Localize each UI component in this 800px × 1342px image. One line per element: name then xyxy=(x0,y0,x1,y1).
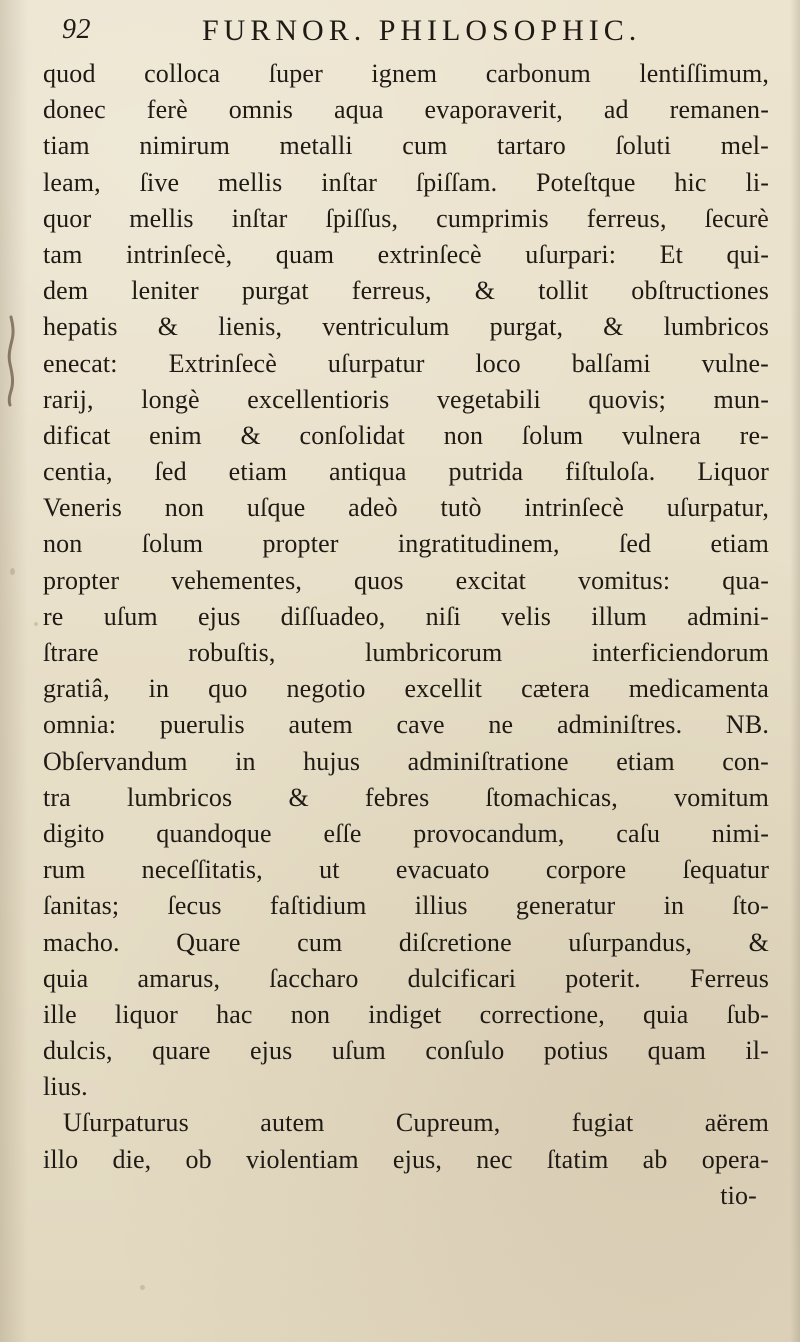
text-line: dificat enim & conſolidat non ſolum vulnera re- xyxy=(43,420,769,450)
main-text-block xyxy=(43,56,769,1214)
text-line: Veneris non uſque adeò tutò intrinſecè uſurpatur, xyxy=(43,493,769,523)
text-line: enecat: Extrinſecè uſurpatur loco balſami vulne- xyxy=(43,348,769,378)
paper-speck xyxy=(140,1285,145,1290)
text-line: non ſolum propter ingratitudinem, ſed etiam xyxy=(43,529,769,559)
text-line: quia amarus, ſaccharo dulcificari poterit. Ferreus xyxy=(43,963,769,993)
text-line: propter vehementes, quos excitat vomitus: qua- xyxy=(43,565,769,595)
text-line: donec ferè omnis aqua evaporaverit, ad remanen- xyxy=(43,95,769,125)
text-line: omnia: puerulis autem cave ne adminiſtres. NB. xyxy=(43,710,769,740)
page-header xyxy=(62,14,762,54)
text-line: Obſervandum in hujus adminiſtratione etiam con- xyxy=(43,746,769,776)
paper-speck xyxy=(10,568,15,575)
catchword-line: tio- xyxy=(720,1180,757,1210)
text-line: ille liquor hac non indiget correctione, quia ſub- xyxy=(43,999,769,1029)
text-line: centia, ſed etiam antiqua putrida fiſtuloſa. Liquor xyxy=(43,457,769,487)
text-line: rarij, longè excellentioris vegetabili quovis; mun- xyxy=(43,384,769,414)
text-line: dem leniter purgat ferreus, & tollit obſtructiones xyxy=(43,276,769,306)
text-line: tiam nimirum metalli cum tartaro ſoluti mel- xyxy=(43,131,769,161)
text-line: leam, ſive mellis inſtar ſpiſſam. Poteſtque hic li- xyxy=(43,167,769,197)
text-line: rum neceſſitatis, ut evacuato corpore ſequatur xyxy=(43,855,769,885)
text-line: tam intrinſecè, quam extrinſecè uſurpari: Et qui- xyxy=(43,239,769,269)
text-line: ſanitas; ſecus faſtidium illius generatur in ſto- xyxy=(43,891,769,921)
page-edge-shadow xyxy=(790,0,800,1342)
text-line: digito quandoque eſſe provocandum, caſu nimi- xyxy=(43,818,769,848)
paragraph-first-line: Uſurpaturus autem Cupreum, fugiat aërem xyxy=(63,1108,769,1138)
gutter-shadow xyxy=(0,0,28,1342)
text-line: tra lumbricos & febres ſtomachicas, vomitum xyxy=(43,782,769,812)
running-head: FURNOR. PHILOSOPHIC. xyxy=(202,14,642,47)
text-line: hepatis & lienis, ventriculum purgat, & lumbricos xyxy=(43,312,769,342)
text-line: illo die, ob violentiam ejus, nec ſtatim ab opera- xyxy=(43,1144,769,1174)
text-line: macho. Quare cum diſcretione uſurpandus, & xyxy=(43,927,769,957)
page-number: 92 xyxy=(62,14,91,45)
text-line: lius. xyxy=(43,1072,88,1102)
text-line: re uſum ejus diſſuadeo, niſi velis illum admini- xyxy=(43,601,769,631)
text-line: gratiâ, in quo negotio excellit cætera medicamenta xyxy=(43,674,769,704)
text-line: quor mellis inſtar ſpiſſus, cumprimis ferreus, ſecurè xyxy=(43,203,769,233)
text-line: quod colloca ſuper ignem carbonum lentiſſimum, xyxy=(43,59,769,88)
text-line: dulcis, quare ejus uſum conſulo potius quam il- xyxy=(43,1036,769,1066)
paper-speck xyxy=(34,622,38,626)
margin-ink-mark-icon xyxy=(4,315,18,407)
text-line: ſtrare robuſtis, lumbricorum interficiendorum xyxy=(43,638,769,667)
